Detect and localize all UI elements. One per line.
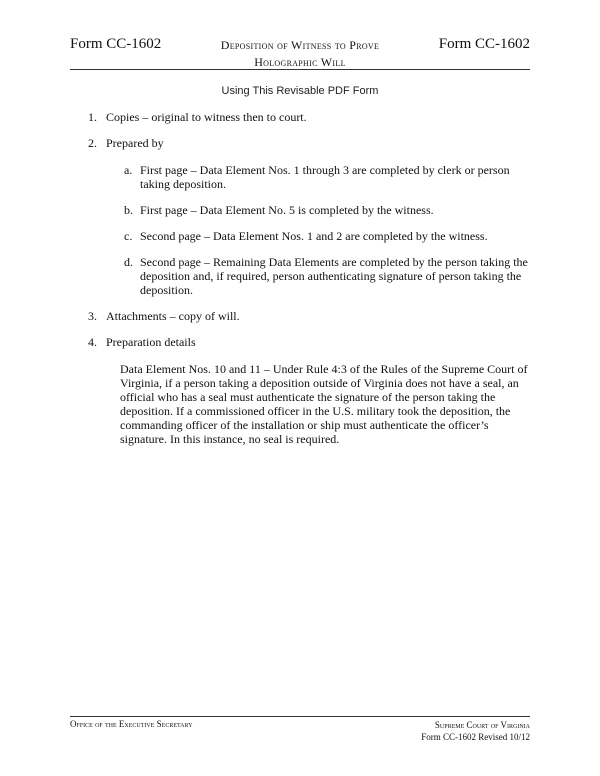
item-text: Copies – original to witness then to court.	[106, 110, 307, 124]
item-number: 2.	[88, 136, 97, 150]
item-number: 3.	[88, 309, 97, 323]
footer-divider	[70, 716, 530, 717]
sub-item-letter: d.	[124, 255, 133, 269]
prepared-by-sublist	[106, 163, 528, 297]
item-text: Attachments – copy of will.	[106, 309, 240, 323]
list-item	[88, 309, 528, 323]
sub-list-item	[106, 163, 528, 191]
sub-list-item	[106, 203, 528, 217]
footer-court-info	[421, 719, 530, 743]
list-item	[88, 110, 528, 124]
sub-list-item	[106, 255, 528, 297]
form-number-right: Form CC-1602	[438, 36, 530, 52]
sub-item-letter: a.	[124, 163, 133, 177]
item-number: 4.	[88, 335, 97, 349]
header-divider	[70, 69, 530, 70]
preparation-details-paragraph: Data Element Nos. 10 and 11 – Under Rule 4:3 of the Rules of the Supreme Court of Virginia, if a person taking a deposition outside of Virginia does not have a seal, an official who has a seal must authenticate the signature of the person taking the deposition. If a commissioned officer in the U.S. military took the deposition, the commanding officer of the installation or ship must authenticate the officer’s signature. In this instance, no seal is required.	[120, 362, 528, 446]
sub-item-text: Second page – Data Element Nos. 1 and 2 are completed by the witness.	[140, 229, 488, 243]
instructions-heading: Using This Revisable PDF Form	[221, 85, 379, 97]
sub-item-letter: b.	[124, 203, 133, 217]
list-item	[88, 136, 528, 297]
title-line-1: Deposition of Witness to Prove	[220, 38, 380, 52]
title-line-2: Holographic Will	[254, 55, 346, 69]
list-item	[88, 335, 528, 446]
sub-item-text: Second page – Remaining Data Elements are completed by the person taking the deposition and, if required, person authenticating signature of person taking the deposition.	[140, 255, 528, 297]
footer-court-name: Supreme Court of Virginia	[434, 720, 530, 730]
footer-office: Office of the Executive Secretary	[70, 719, 193, 729]
sub-item-text: First page – Data Element Nos. 1 through 3 are completed by clerk or person taking deposition.	[140, 163, 510, 191]
item-number: 1.	[88, 110, 97, 124]
instructions-body	[88, 110, 528, 458]
footer-form-revision: Form CC-1602 Revised 10/12	[421, 732, 530, 742]
form-number-left: Form CC-1602	[70, 36, 162, 52]
sub-list-item	[106, 229, 528, 243]
sub-item-letter: c.	[124, 229, 133, 243]
sub-item-text: First page – Data Element No. 5 is completed by the witness.	[140, 203, 434, 217]
item-text: Prepared by	[106, 136, 164, 150]
item-text: Preparation details	[106, 335, 196, 349]
